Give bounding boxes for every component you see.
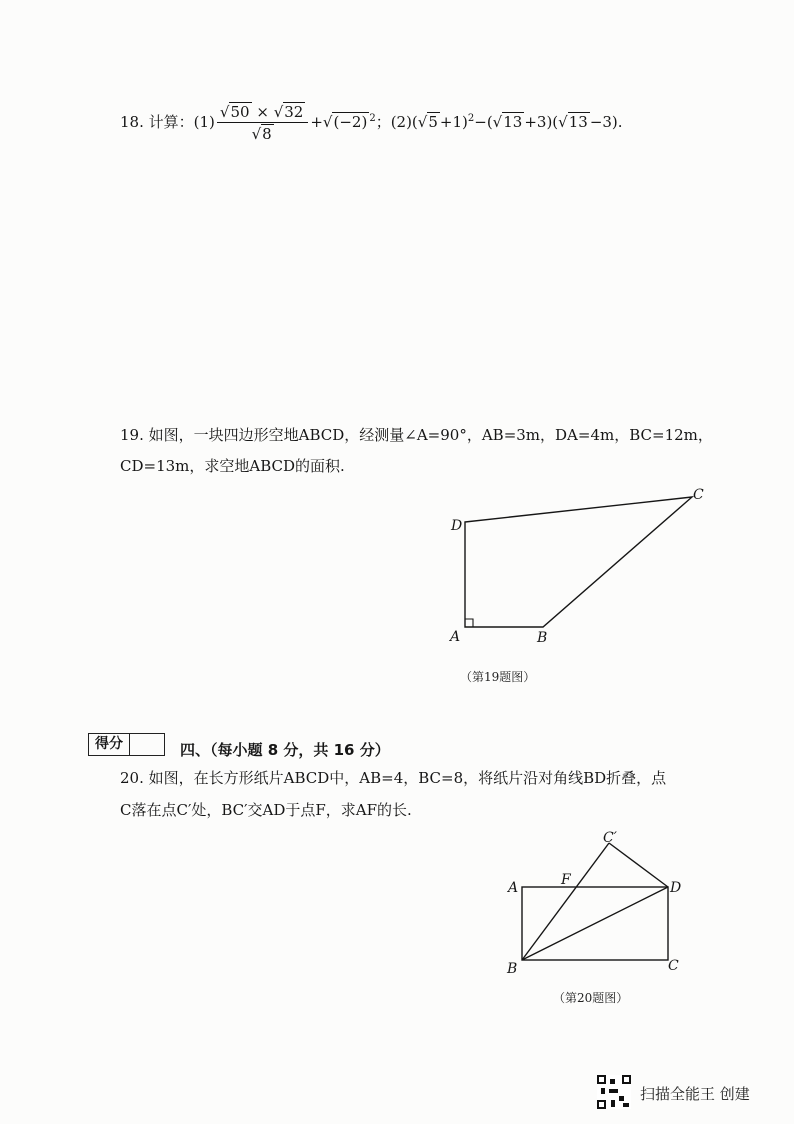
q18-exp-2: 2	[467, 113, 475, 124]
q18-rad-32: 32	[284, 103, 304, 121]
q18-p2-e: +3)(	[524, 113, 559, 131]
score-field[interactable]	[130, 734, 164, 755]
section-4-title: 四、（每小题 8 分，共 16 分）	[180, 741, 390, 759]
q20-caption: （第20题图）	[553, 991, 629, 1005]
q19-number: 19.	[120, 426, 144, 444]
q20-segment-BC-prime	[522, 843, 609, 960]
q18-rad-50: 50	[230, 103, 250, 121]
q19-quadrilateral	[465, 497, 692, 627]
q20-number: 20.	[120, 769, 144, 787]
q18-exp-1: 2	[369, 113, 376, 124]
q20-text-2: C落在点C′处，BC′交AD于点F，求AF的长.	[120, 801, 412, 819]
q18-times: ×	[256, 103, 269, 121]
q18-p2-c: −(	[474, 113, 493, 131]
q20-diagonal-BD	[522, 887, 668, 960]
q19-label-D: D	[451, 518, 463, 534]
q19-text-1: 如图，一块四边形空地ABCD，经测量∠A=90°，AB=3m，DA=4m，BC=12m，	[148, 426, 713, 444]
q18-fraction: $\frac{√50 \times √32}{√8}$	[217, 103, 308, 143]
q18-p2-g: −3).	[589, 113, 623, 131]
question-20-line-1	[120, 767, 666, 788]
q20-label-A: A	[508, 880, 519, 896]
q18-lead: 计算：(1)	[148, 113, 215, 131]
q19-caption: （第19题图）	[460, 670, 536, 684]
q20-label-C-prime: C′	[603, 830, 617, 846]
q18-number: 18.	[120, 113, 144, 131]
q19-text-2: CD=13m，求空地ABCD的面积.	[120, 457, 345, 475]
q18-rad-13b: 13	[568, 113, 588, 131]
q20-segment-C-prime-D	[609, 843, 668, 887]
q20-label-D: D	[670, 880, 682, 896]
q19-right-angle-mark	[465, 619, 473, 627]
q18-p2-b: +1)	[439, 113, 468, 131]
question-20-line-2	[120, 799, 412, 820]
q18-rad-5: 5	[428, 113, 438, 131]
q19-label-C: C	[693, 487, 704, 503]
q18-rad-13a: 13	[503, 113, 523, 131]
question-19-line-2	[120, 455, 345, 476]
scanner-watermark: 扫描全能王 创建	[640, 1085, 750, 1103]
q20-label-F: F	[561, 872, 571, 888]
q18-rad-8: 8	[262, 125, 272, 143]
q20-diagram	[500, 830, 700, 980]
q18-sep: ；(2)(	[375, 113, 418, 131]
q19-diagram	[440, 480, 710, 660]
question-18: 18. 计算：(1) $\frac{√50 \times √32}{√8}$ +√(−2) $^2$；$(2)(√5 +1)^2-(√13 +3)(√13 -3)$.	[120, 103, 623, 143]
qr-code-icon	[597, 1075, 631, 1109]
score-label: 得分	[89, 734, 130, 755]
score-box	[88, 733, 165, 756]
question-19-line-1	[120, 424, 713, 445]
q18-rad-neg2: (−2)	[333, 113, 368, 131]
q20-text-1: 如图，在长方形纸片ABCD中，AB=4，BC=8，将纸片沿对角线BD折叠，点	[148, 769, 667, 787]
q20-label-C: C	[668, 958, 679, 974]
q19-label-A: A	[450, 629, 461, 645]
q19-label-B: B	[537, 630, 548, 646]
q20-label-B: B	[507, 961, 518, 977]
